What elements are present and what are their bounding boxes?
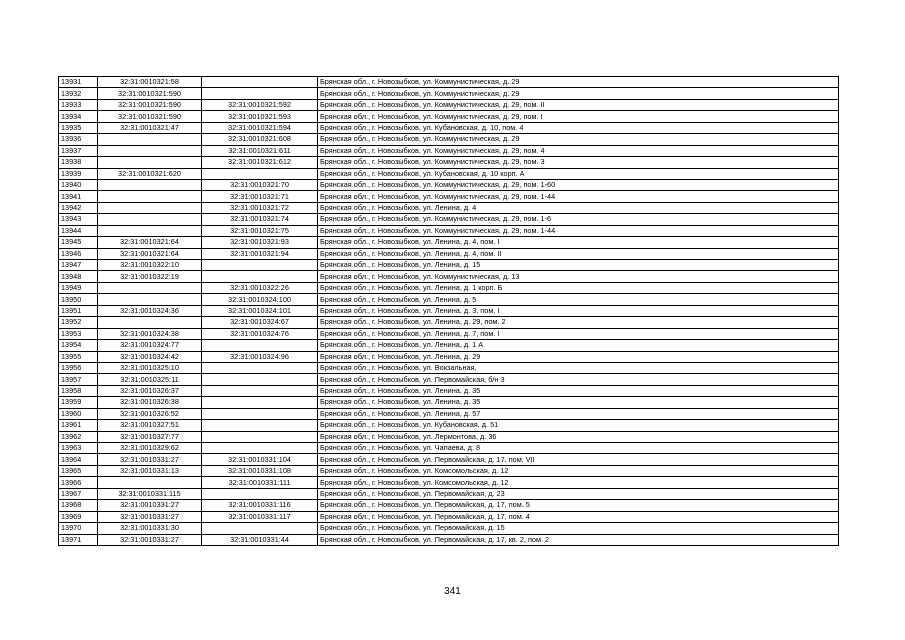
address-cell: Брянская обл., г. Новозыбков, ул. Коммунистическая, д. 29 bbox=[318, 134, 839, 145]
object-cadastral-number-cell: 32:31:0010331:104 bbox=[202, 454, 318, 465]
object-cadastral-number-cell: 32:31:0010324:100 bbox=[202, 294, 318, 305]
table-row bbox=[59, 408, 839, 419]
table-row bbox=[59, 362, 839, 373]
table-row bbox=[59, 397, 839, 408]
object-cadastral-number-cell: 32:31:0010321:93 bbox=[202, 237, 318, 248]
object-cadastral-number-cell: 32:31:0010331:117 bbox=[202, 511, 318, 522]
table-row bbox=[59, 500, 839, 511]
object-cadastral-number-cell: 32:31:0010321:94 bbox=[202, 248, 318, 259]
table-row bbox=[59, 157, 839, 168]
address-cell: Брянская обл., г. Новозыбков, ул. Комсомольская, д. 12 bbox=[318, 465, 839, 476]
row-number-cell: 13936 bbox=[59, 134, 98, 145]
row-number-cell: 13959 bbox=[59, 397, 98, 408]
object-cadastral-number-cell bbox=[202, 271, 318, 282]
address-cell: Брянская обл., г. Новозыбков, ул. Ленина, д. 1 корп. Б bbox=[318, 282, 839, 293]
object-cadastral-number-cell: 32:31:0010321:608 bbox=[202, 134, 318, 145]
table-row bbox=[59, 351, 839, 362]
table-row bbox=[59, 237, 839, 248]
row-number-cell: 13948 bbox=[59, 271, 98, 282]
cadastral-number-cell: 32:31:0010326:38 bbox=[98, 397, 202, 408]
cadastral-number-cell: 32:31:0010321:590 bbox=[98, 111, 202, 122]
address-cell: Брянская обл., г. Новозыбков, ул. Первомайская, д. 17, пом. VII bbox=[318, 454, 839, 465]
row-number-cell: 13938 bbox=[59, 157, 98, 168]
table-row bbox=[59, 260, 839, 271]
row-number-cell: 13960 bbox=[59, 408, 98, 419]
cadastral-number-cell bbox=[98, 202, 202, 213]
row-number-cell: 13950 bbox=[59, 294, 98, 305]
row-number-cell: 13958 bbox=[59, 385, 98, 396]
row-number-cell: 13946 bbox=[59, 248, 98, 259]
row-number-cell: 13963 bbox=[59, 443, 98, 454]
address-cell: Брянская обл., г. Новозыбков, ул. Коммунистическая, д. 29, пом. II bbox=[318, 99, 839, 110]
table-row bbox=[59, 385, 839, 396]
row-number-cell: 13945 bbox=[59, 237, 98, 248]
row-number-cell: 13971 bbox=[59, 534, 98, 545]
object-cadastral-number-cell: 32:31:0010321:75 bbox=[202, 225, 318, 236]
cadastral-number-cell: 32:31:0010331:27 bbox=[98, 511, 202, 522]
address-cell: Брянская обл., г. Новозыбков, ул. Первомайская, д. 17, кв. 2, пом. 2 bbox=[318, 534, 839, 545]
address-cell: Брянская обл., г. Новозыбков, ул. Кубановская, д. 10, пом. 4 bbox=[318, 122, 839, 133]
address-cell: Брянская обл., г. Новозыбков, ул. Ленина, д. 29 bbox=[318, 351, 839, 362]
row-number-cell: 13947 bbox=[59, 260, 98, 271]
registry-table bbox=[58, 76, 839, 546]
row-number-cell: 13965 bbox=[59, 465, 98, 476]
table-row bbox=[59, 282, 839, 293]
address-cell: Брянская обл., г. Новозыбков, ул. Коммунистическая, д. 29, пом. 1-44 bbox=[318, 191, 839, 202]
cadastral-number-cell: 32:31:0010321:64 bbox=[98, 237, 202, 248]
cadastral-number-cell: 32:31:0010324:36 bbox=[98, 305, 202, 316]
object-cadastral-number-cell bbox=[202, 260, 318, 271]
object-cadastral-number-cell: 32:31:0010321:612 bbox=[202, 157, 318, 168]
cadastral-number-cell: 32:31:0010322:10 bbox=[98, 260, 202, 271]
address-cell: Брянская обл., г. Новозыбков, ул. Коммунистическая, д. 29 bbox=[318, 88, 839, 99]
table-row bbox=[59, 271, 839, 282]
cadastral-number-cell: 32:31:0010321:64 bbox=[98, 248, 202, 259]
row-number-cell: 13932 bbox=[59, 88, 98, 99]
address-cell: Брянская обл., г. Новозыбков, ул. Ленина, д. 5 bbox=[318, 294, 839, 305]
table-row bbox=[59, 294, 839, 305]
cadastral-number-cell: 32:31:0010324:38 bbox=[98, 328, 202, 339]
object-cadastral-number-cell bbox=[202, 523, 318, 534]
object-cadastral-number-cell: 32:31:0010322:26 bbox=[202, 282, 318, 293]
row-number-cell: 13939 bbox=[59, 168, 98, 179]
table-row bbox=[59, 214, 839, 225]
table-row bbox=[59, 340, 839, 351]
table-row bbox=[59, 248, 839, 259]
object-cadastral-number-cell bbox=[202, 431, 318, 442]
address-cell: Брянская обл., г. Новозыбков, ул. Кубановская, д. 10 корп. А bbox=[318, 168, 839, 179]
cadastral-number-cell bbox=[98, 225, 202, 236]
table-row bbox=[59, 511, 839, 522]
table-row bbox=[59, 179, 839, 190]
cadastral-number-cell: 32:31:0010322:19 bbox=[98, 271, 202, 282]
address-cell: Брянская обл., г. Новозыбков, ул. Чапаева, д. 8 bbox=[318, 443, 839, 454]
cadastral-number-cell: 32:31:0010326:37 bbox=[98, 385, 202, 396]
cadastral-number-cell: 32:31:0010325:10 bbox=[98, 362, 202, 373]
address-cell: Брянская обл., г. Новозыбков, ул. Первомайская, д. 23 bbox=[318, 488, 839, 499]
address-cell: Брянская обл., г. Новозыбков, ул. Первомайская, д. 17, пом. 4 bbox=[318, 511, 839, 522]
object-cadastral-number-cell: 32:31:0010321:74 bbox=[202, 214, 318, 225]
object-cadastral-number-cell bbox=[202, 362, 318, 373]
address-cell: Брянская обл., г. Новозыбков, ул. Комсомольская, д. 12 bbox=[318, 477, 839, 488]
cadastral-number-cell: 32:31:0010321:620 bbox=[98, 168, 202, 179]
row-number-cell: 13934 bbox=[59, 111, 98, 122]
row-number-cell: 13956 bbox=[59, 362, 98, 373]
table-row bbox=[59, 443, 839, 454]
cadastral-number-cell: 32:31:0010326:52 bbox=[98, 408, 202, 419]
cadastral-number-cell bbox=[98, 477, 202, 488]
cadastral-number-cell: 32:31:0010329:62 bbox=[98, 443, 202, 454]
object-cadastral-number-cell: 32:31:0010321:71 bbox=[202, 191, 318, 202]
cadastral-number-cell bbox=[98, 157, 202, 168]
cadastral-number-cell bbox=[98, 294, 202, 305]
cadastral-number-cell: 32:31:0010331:27 bbox=[98, 454, 202, 465]
table-row bbox=[59, 145, 839, 156]
row-number-cell: 13937 bbox=[59, 145, 98, 156]
address-cell: Брянская обл., г. Новозыбков, ул. Первомайская, д. 15 bbox=[318, 523, 839, 534]
object-cadastral-number-cell: 32:31:0010321:611 bbox=[202, 145, 318, 156]
cadastral-number-cell: 32:31:0010324:77 bbox=[98, 340, 202, 351]
table-row bbox=[59, 168, 839, 179]
object-cadastral-number-cell bbox=[202, 77, 318, 88]
cadastral-number-cell: 32:31:0010325:11 bbox=[98, 374, 202, 385]
object-cadastral-number-cell: 32:31:0010331:116 bbox=[202, 500, 318, 511]
object-cadastral-number-cell bbox=[202, 488, 318, 499]
table-row bbox=[59, 477, 839, 488]
row-number-cell: 13962 bbox=[59, 431, 98, 442]
object-cadastral-number-cell: 32:31:0010331:44 bbox=[202, 534, 318, 545]
row-number-cell: 13957 bbox=[59, 374, 98, 385]
row-number-cell: 13931 bbox=[59, 77, 98, 88]
table-row bbox=[59, 99, 839, 110]
address-cell: Брянская обл., г. Новозыбков, ул. Первомайская, д. 17, пом. 5 bbox=[318, 500, 839, 511]
table-row bbox=[59, 317, 839, 328]
address-cell: Брянская обл., г. Новозыбков, ул. Ленина, д. 4, пом. II bbox=[318, 248, 839, 259]
row-number-cell: 13967 bbox=[59, 488, 98, 499]
address-cell: Брянская обл., г. Новозыбков, ул. Ленина, д. 7, пом. I bbox=[318, 328, 839, 339]
cadastral-number-cell: 32:31:0010321:47 bbox=[98, 122, 202, 133]
table-row bbox=[59, 420, 839, 431]
address-cell: Брянская обл., г. Новозыбков, ул. Коммунистическая, д. 29 bbox=[318, 77, 839, 88]
table-row bbox=[59, 374, 839, 385]
cadastral-number-cell: 32:31:0010331:27 bbox=[98, 534, 202, 545]
cadastral-number-cell: 32:31:0010331:30 bbox=[98, 523, 202, 534]
object-cadastral-number-cell: 32:31:0010331:108 bbox=[202, 465, 318, 476]
row-number-cell: 13952 bbox=[59, 317, 98, 328]
row-number-cell: 13949 bbox=[59, 282, 98, 293]
cadastral-number-cell: 32:31:0010321:58 bbox=[98, 77, 202, 88]
table-row bbox=[59, 111, 839, 122]
object-cadastral-number-cell bbox=[202, 408, 318, 419]
cadastral-number-cell bbox=[98, 134, 202, 145]
table-row bbox=[59, 465, 839, 476]
address-cell: Брянская обл., г. Новозыбков, ул. Ленина, д. 4 bbox=[318, 202, 839, 213]
cadastral-number-cell: 32:31:0010327:51 bbox=[98, 420, 202, 431]
table-row bbox=[59, 534, 839, 545]
address-cell: Брянская обл., г. Новозыбков, ул. Ленина, д. 35 bbox=[318, 385, 839, 396]
object-cadastral-number-cell: 32:31:0010321:593 bbox=[202, 111, 318, 122]
row-number-cell: 13942 bbox=[59, 202, 98, 213]
table-row bbox=[59, 454, 839, 465]
row-number-cell: 13954 bbox=[59, 340, 98, 351]
object-cadastral-number-cell bbox=[202, 443, 318, 454]
address-cell: Брянская обл., г. Новозыбков, ул. Первомайская, б/н 3 bbox=[318, 374, 839, 385]
address-cell: Брянская обл., г. Новозыбков, ул. Ленина, д. 57 bbox=[318, 408, 839, 419]
address-cell: Брянская обл., г. Новозыбков, ул. Коммунистическая, д. 29, пом. 1-44 bbox=[318, 225, 839, 236]
cadastral-number-cell bbox=[98, 145, 202, 156]
address-cell: Брянская обл., г. Новозыбков, ул. Ленина, д. 15 bbox=[318, 260, 839, 271]
row-number-cell: 13940 bbox=[59, 179, 98, 190]
address-cell: Брянская обл., г. Новозыбков, ул. Вокзальная, bbox=[318, 362, 839, 373]
cadastral-number-cell: 32:31:0010324:42 bbox=[98, 351, 202, 362]
table-row bbox=[59, 77, 839, 88]
object-cadastral-number-cell bbox=[202, 340, 318, 351]
cadastral-number-cell bbox=[98, 214, 202, 225]
row-number-cell: 13933 bbox=[59, 99, 98, 110]
object-cadastral-number-cell: 32:31:0010321:594 bbox=[202, 122, 318, 133]
cadastral-number-cell bbox=[98, 179, 202, 190]
row-number-cell: 13935 bbox=[59, 122, 98, 133]
object-cadastral-number-cell bbox=[202, 385, 318, 396]
address-cell: Брянская обл., г. Новозыбков, ул. Коммунистическая, д. 29, пом. 4 bbox=[318, 145, 839, 156]
table-row bbox=[59, 305, 839, 316]
table-row bbox=[59, 225, 839, 236]
row-number-cell: 13964 bbox=[59, 454, 98, 465]
table-row bbox=[59, 134, 839, 145]
object-cadastral-number-cell: 32:31:0010324:101 bbox=[202, 305, 318, 316]
address-cell: Брянская обл., г. Новозыбков, ул. Ленина, д. 4, пом. I bbox=[318, 237, 839, 248]
address-cell: Брянская обл., г. Новозыбков, ул. Ленина, д. 35 bbox=[318, 397, 839, 408]
cadastral-number-cell: 32:31:0010321:590 bbox=[98, 88, 202, 99]
row-number-cell: 13951 bbox=[59, 305, 98, 316]
table-row bbox=[59, 191, 839, 202]
address-cell: Брянская обл., г. Новозыбков, ул. Лермонтова, д. 36 bbox=[318, 431, 839, 442]
address-cell: Брянская обл., г. Новозыбков, ул. Ленина, д. 29, пом. 2 bbox=[318, 317, 839, 328]
object-cadastral-number-cell: 32:31:0010321:70 bbox=[202, 179, 318, 190]
cadastral-number-cell: 32:31:0010321:590 bbox=[98, 99, 202, 110]
cadastral-number-cell bbox=[98, 282, 202, 293]
table-row bbox=[59, 88, 839, 99]
table-row bbox=[59, 328, 839, 339]
row-number-cell: 13966 bbox=[59, 477, 98, 488]
object-cadastral-number-cell bbox=[202, 420, 318, 431]
address-cell: Брянская обл., г. Новозыбков, ул. Ленина, д. 3, пом. I bbox=[318, 305, 839, 316]
row-number-cell: 13968 bbox=[59, 500, 98, 511]
address-cell: Брянская обл., г. Новозыбков, ул. Коммунистическая, д. 29, пом. I bbox=[318, 111, 839, 122]
table-row bbox=[59, 202, 839, 213]
object-cadastral-number-cell: 32:31:0010321:592 bbox=[202, 99, 318, 110]
object-cadastral-number-cell bbox=[202, 374, 318, 385]
object-cadastral-number-cell bbox=[202, 88, 318, 99]
row-number-cell: 13969 bbox=[59, 511, 98, 522]
cadastral-number-cell bbox=[98, 191, 202, 202]
object-cadastral-number-cell: 32:31:0010324:76 bbox=[202, 328, 318, 339]
object-cadastral-number-cell: 32:31:0010324:96 bbox=[202, 351, 318, 362]
row-number-cell: 13943 bbox=[59, 214, 98, 225]
address-cell: Брянская обл., г. Новозыбков, ул. Кубановская, д. 51 bbox=[318, 420, 839, 431]
address-cell: Брянская обл., г. Новозыбков, ул. Ленина, д. 1 А bbox=[318, 340, 839, 351]
cadastral-number-cell: 32:31:0010331:115 bbox=[98, 488, 202, 499]
row-number-cell: 13944 bbox=[59, 225, 98, 236]
address-cell: Брянская обл., г. Новозыбков, ул. Коммунистическая, д. 13 bbox=[318, 271, 839, 282]
row-number-cell: 13953 bbox=[59, 328, 98, 339]
row-number-cell: 13961 bbox=[59, 420, 98, 431]
table-row bbox=[59, 523, 839, 534]
address-cell: Брянская обл., г. Новозыбков, ул. Коммунистическая, д. 29, пом. 3 bbox=[318, 157, 839, 168]
object-cadastral-number-cell: 32:31:0010324:67 bbox=[202, 317, 318, 328]
object-cadastral-number-cell: 32:31:0010331:111 bbox=[202, 477, 318, 488]
cadastral-number-cell bbox=[98, 317, 202, 328]
table-row bbox=[59, 488, 839, 499]
cadastral-number-cell: 32:31:0010331:27 bbox=[98, 500, 202, 511]
cadastral-number-cell: 32:31:0010327:77 bbox=[98, 431, 202, 442]
page-number: 341 bbox=[444, 586, 461, 597]
object-cadastral-number-cell: 32:31:0010321:72 bbox=[202, 202, 318, 213]
cadastral-number-cell: 32:31:0010331:13 bbox=[98, 465, 202, 476]
table-row bbox=[59, 431, 839, 442]
row-number-cell: 13970 bbox=[59, 523, 98, 534]
registry-table-body bbox=[59, 77, 839, 546]
address-cell: Брянская обл., г. Новозыбков, ул. Коммунистическая, д. 29, пом. 1-6 bbox=[318, 214, 839, 225]
table-row bbox=[59, 122, 839, 133]
row-number-cell: 13955 bbox=[59, 351, 98, 362]
object-cadastral-number-cell bbox=[202, 397, 318, 408]
address-cell: Брянская обл., г. Новозыбков, ул. Коммунистическая, д. 29, пом. 1-60 bbox=[318, 179, 839, 190]
row-number-cell: 13941 bbox=[59, 191, 98, 202]
object-cadastral-number-cell bbox=[202, 168, 318, 179]
